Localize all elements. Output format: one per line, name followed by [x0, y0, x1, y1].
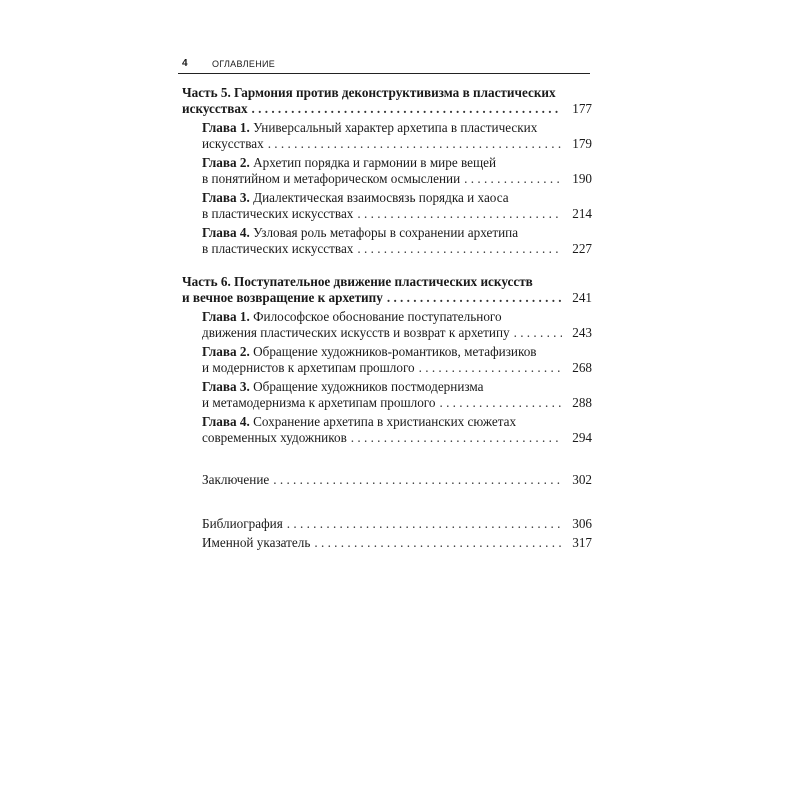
index-page: 317 [572, 535, 592, 550]
leader-dots [314, 535, 562, 551]
table-of-contents [182, 85, 592, 551]
toc-chapter [202, 225, 592, 257]
leader-dots [252, 101, 562, 117]
toc-chapter [202, 120, 592, 152]
leader-dots [357, 206, 562, 222]
bibliography-page: 306 [572, 516, 592, 531]
chapter-page: 227 [572, 241, 592, 256]
chapter-title-line1: Узловая роль метафоры в сохранении архетипа [253, 225, 519, 240]
chapter-title-line2: движения пластических искусств и возврат к архетипу [202, 325, 510, 340]
part-page: 177 [572, 101, 592, 116]
chapter-title-line2: искусствах [202, 136, 264, 151]
toc-conclusion [202, 472, 592, 488]
leader-dots [287, 516, 562, 532]
chapter-title-line2: современных художников [202, 430, 347, 445]
chapter-page: 214 [572, 206, 592, 221]
toc-part-6 [182, 274, 592, 306]
chapter-title-line1: Универсальный характер архетипа в пластических [253, 120, 538, 135]
chapter-label: Глава 1. [202, 120, 250, 135]
toc-chapter [202, 414, 592, 446]
part-title-line2: и вечное возвращение к архетипу [182, 290, 383, 305]
toc-chapter [202, 309, 592, 341]
chapter-page: 288 [572, 395, 592, 410]
toc-name-index [202, 535, 592, 551]
leader-dots [464, 171, 562, 187]
conclusion-page: 302 [572, 472, 592, 487]
book-page [160, 50, 640, 710]
page-number: 4 [182, 58, 188, 69]
chapter-page: 243 [572, 325, 592, 340]
leader-dots [273, 472, 562, 488]
chapter-label: Глава 4. [202, 225, 250, 240]
running-title: ОГЛАВЛЕНИЕ [212, 59, 276, 69]
toc-chapter [202, 379, 592, 411]
chapter-label: Глава 1. [202, 309, 250, 324]
chapter-title-line1: Диалектическая взаимосвязь порядка и хаоса [253, 190, 509, 205]
leader-dots [439, 395, 562, 411]
leader-dots [357, 241, 562, 257]
bibliography-title: Библиография [202, 516, 283, 531]
conclusion-title: Заключение [202, 472, 270, 487]
leader-dots [387, 290, 562, 306]
chapter-page: 179 [572, 136, 592, 151]
chapter-title-line2: и модернистов к архетипам прошлого [202, 360, 415, 375]
toc-bibliography [202, 516, 592, 532]
toc-part-5 [182, 85, 592, 117]
part-title-line2: искусствах [182, 101, 248, 116]
toc-chapter [202, 344, 592, 376]
chapter-label: Глава 4. [202, 414, 250, 429]
part-page: 241 [572, 290, 592, 305]
chapter-title-line1: Философское обоснование поступательного [253, 309, 502, 324]
chapter-title-line1: Архетип порядка и гармонии в мире вещей [253, 155, 497, 170]
chapter-title-line2: в понятийном и метафорическом осмыслении [202, 171, 461, 186]
chapter-page: 268 [572, 360, 592, 375]
chapter-label: Глава 3. [202, 190, 250, 205]
chapter-title-line2: и метамодернизма к архетипам прошлого [202, 395, 436, 410]
chapter-title-line1: Обращение художников постмодернизма [253, 379, 484, 394]
toc-chapter [202, 155, 592, 187]
chapter-title-line2: в пластических искусствах [202, 206, 354, 221]
leader-dots [268, 136, 562, 152]
chapter-label: Глава 3. [202, 379, 250, 394]
leader-dots [351, 430, 562, 446]
chapter-page: 294 [572, 430, 592, 445]
running-header [178, 55, 590, 74]
part-title-line1: Часть 6. Поступательное движение пластических искусств [182, 274, 533, 289]
index-title: Именной указатель [202, 535, 311, 550]
leader-dots [419, 360, 562, 376]
chapter-title-line2: в пластических искусствах [202, 241, 354, 256]
chapter-label: Глава 2. [202, 344, 250, 359]
part-title-line1: Часть 5. Гармония против деконструктивизма в пластических [182, 85, 556, 100]
chapter-label: Глава 2. [202, 155, 250, 170]
chapter-title-line1: Обращение художников-романтиков, метафизиков [253, 344, 537, 359]
toc-chapter [202, 190, 592, 222]
chapter-title-line1: Сохранение архетипа в христианских сюжетах [253, 414, 517, 429]
chapter-page: 190 [572, 171, 592, 186]
leader-dots [514, 325, 562, 341]
